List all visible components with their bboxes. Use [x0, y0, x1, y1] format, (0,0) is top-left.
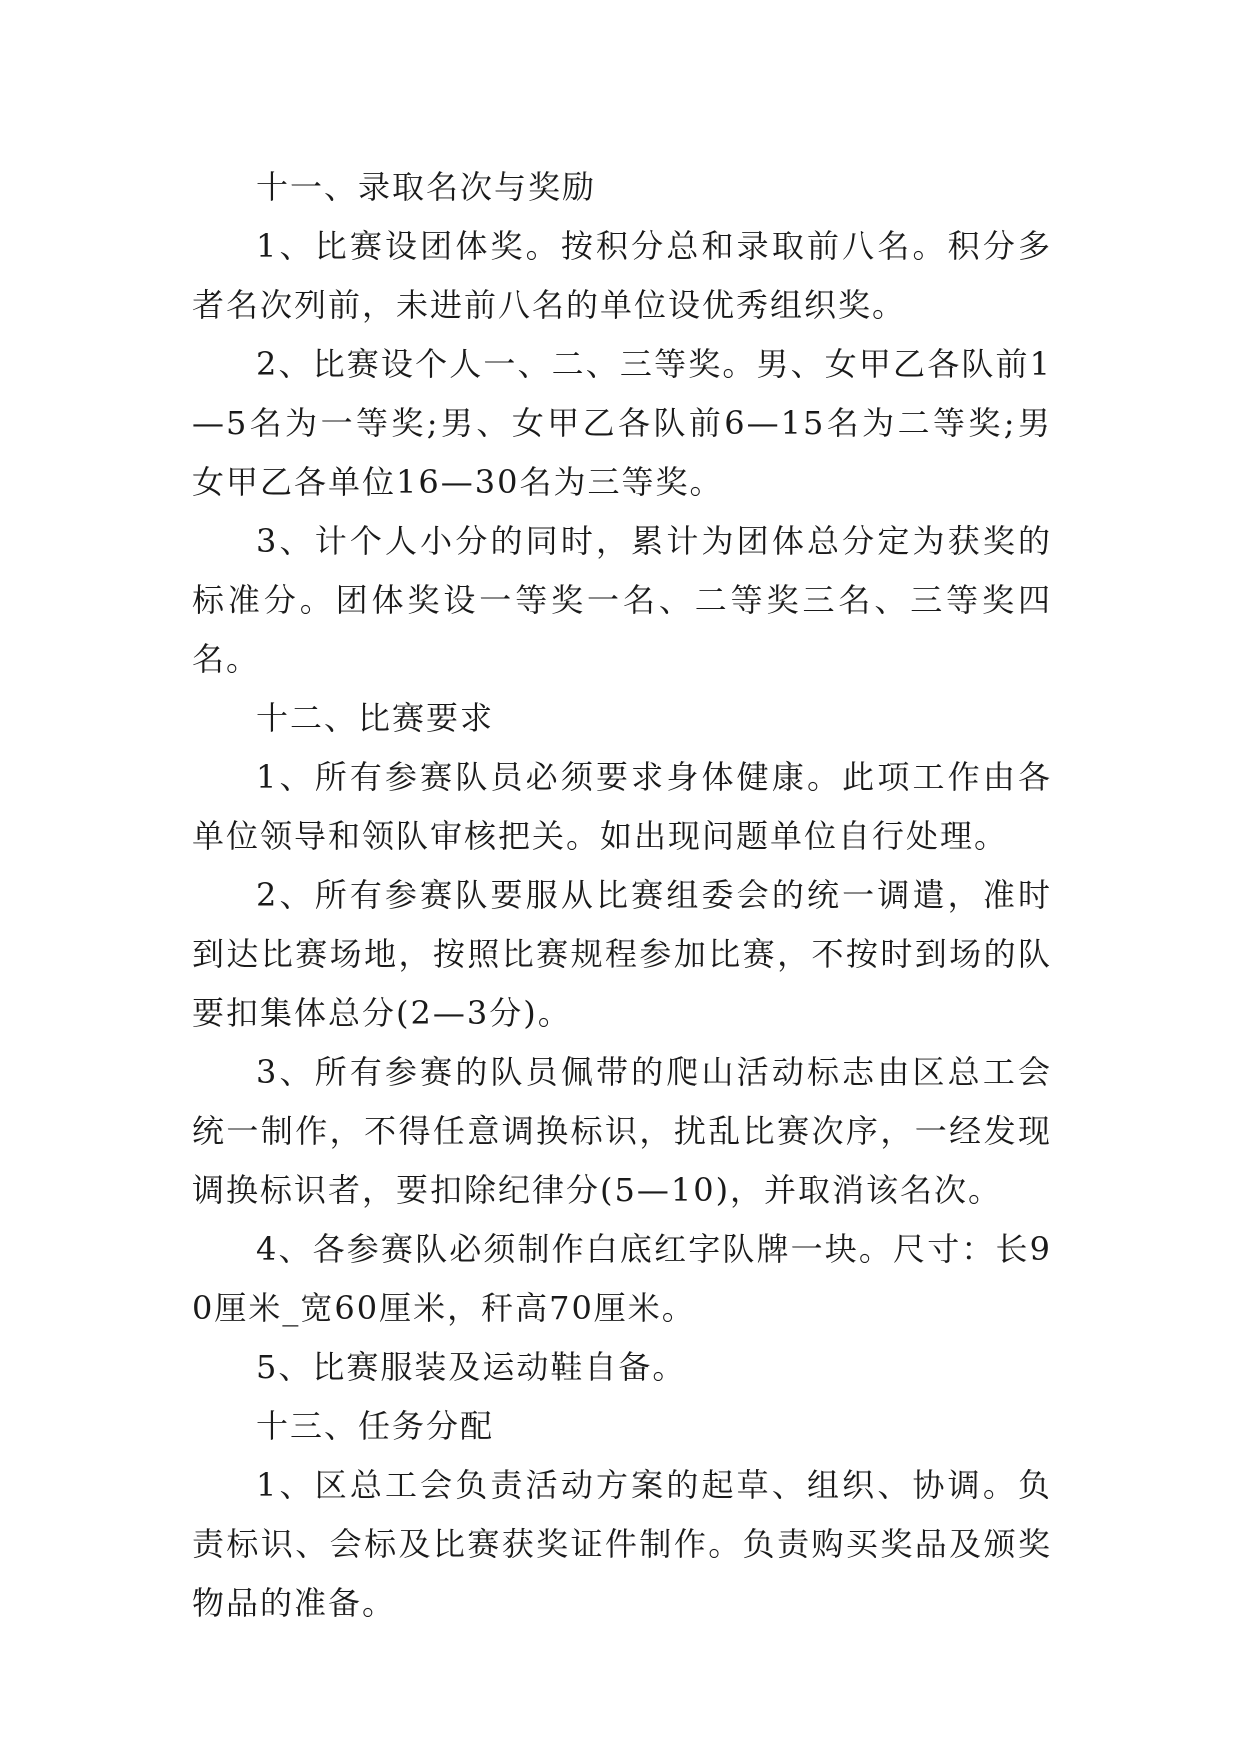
- paragraph-individual-award: 2、比赛设个人一、二、三等奖。男、女甲乙各队前1—5名为一等奖;男、女甲乙各队前6—15名为二等奖;男女甲乙各单位16—30名为三等奖。: [192, 345, 1052, 501]
- paragraph-health: 1、所有参赛队员必须要求身体健康。此项工作由各单位领导和领队审核把关。如出现问题单位自行处理。: [192, 758, 1052, 855]
- paragraph-union-duties: 1、区总工会负责活动方案的起草、组织、协调。负责标识、会标及比赛获奖证件制作。负责购买奖品及颁奖物品的准备。: [192, 1466, 1052, 1622]
- paragraph-clothing: 5、比赛服装及运动鞋自备。: [256, 1348, 687, 1386]
- section-heading-awards: 十一、录取名次与奖励: [256, 168, 597, 206]
- paragraph-team-award: 1、比赛设团体奖。按积分总和录取前八名。积分多者名次列前，未进前八名的单位设优秀组织奖。: [192, 227, 1052, 324]
- section-heading-requirements: 十二、比赛要求: [256, 699, 495, 737]
- document-page: [192, 158, 1052, 1633]
- paragraph-obey-schedule: 2、所有参赛队要服从比赛组委会的统一调遣，准时到达比赛场地，按照比赛规程参加比赛，不按时到场的队要扣集体总分(2—3分)。: [192, 876, 1052, 1032]
- paragraph-badge: 3、所有参赛的队员佩带的爬山活动标志由区总工会统一制作，不得任意调换标识，扰乱比赛次序，一经发现调换标识者，要扣除纪律分(5—10)，并取消该名次。: [192, 1053, 1052, 1209]
- section-heading-tasks: 十三、任务分配: [256, 1407, 495, 1445]
- paragraph-team-sign: 4、各参赛队必须制作白底红字队牌一块。尺寸：长90厘米_宽60厘米，秆高70厘米。: [192, 1230, 1052, 1327]
- paragraph-team-score: 3、计个人小分的同时，累计为团体总分定为获奖的标准分。团体奖设一等奖一名、二等奖三名、三等奖四名。: [192, 522, 1052, 678]
